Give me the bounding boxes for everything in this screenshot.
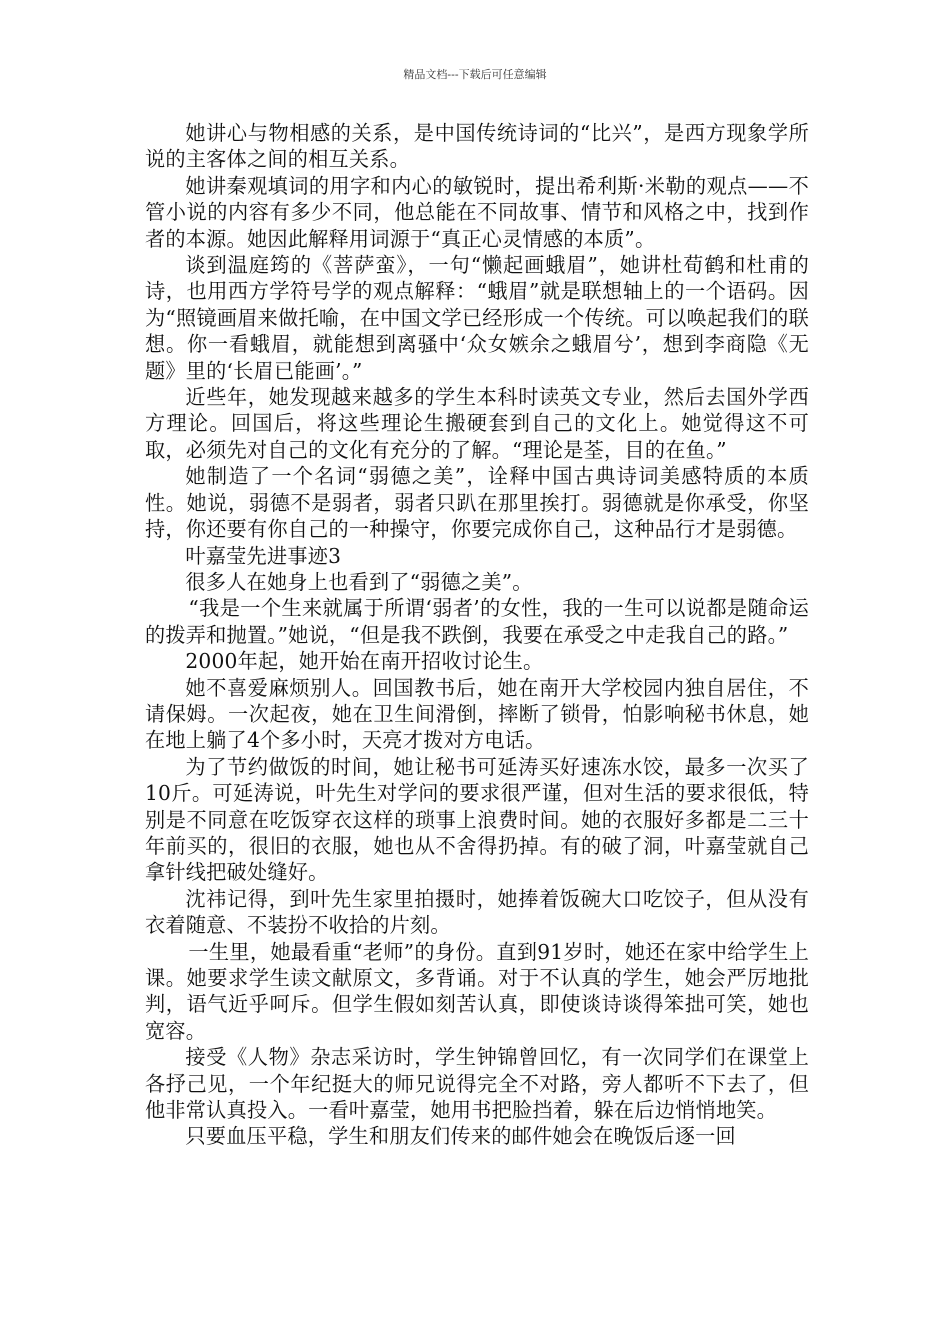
paragraph: 她讲秦观填词的用字和内心的敏锐时，提出希利斯·米勒的观点——不管小说的内容有多少不同，他总能在不同故事、情节和风格之中，找到作者的本源。她因此解释用词源于“真正心灵情感的本质”。 bbox=[145, 173, 809, 251]
paragraph: 只要血压平稳，学生和朋友们传来的邮件她会在晚饭后逐一回 bbox=[185, 1124, 736, 1149]
paragraph: 为了节约做饭的时间，她让秘书可延涛买好速冻水饺，最多一次买了10斤。可延涛说，叶先生对学问的要求很严谨，但对生活的要求很低，特别是不同意在吃饭穿衣这样的琐事上浪费时间。她的衣服好多都是二三十年前买的，很旧的衣服，她也从不舍得扔掉。有的破了洞，叶嘉莹就自己拿针线把破处缝好。 bbox=[145, 754, 809, 885]
paragraph: 接受《人物》杂志采访时，学生钟锦曾回忆，有一次同学们在课堂上各抒己见，一个年纪挺大的师兄说得完全不对路，旁人都听不下去了，但他非常认真投入。一看叶嘉莹，她用书把脸挡着，躲在后边悄悄地笑。 bbox=[145, 1045, 809, 1123]
page-header: 精品文档---下载后可任意编辑 bbox=[403, 68, 547, 81]
section-heading: 叶嘉莹先进事迹3 bbox=[185, 543, 342, 568]
paragraph: “我是一个生来就属于所谓‘弱者’的女性，我的一生可以说都是随命运的拨弄和抛置。”她说，“但是我不跌倒，我要在承受之中走我自己的路。” bbox=[145, 596, 809, 647]
paragraph: 她不喜爱麻烦别人。回国教书后，她在南开大学校园内独自居住，不请保姆。一次起夜，她在卫生间滑倒，摔断了锁骨，怕影响秘书休息，她在地上躺了4个多小时，天亮才拨对方电话。 bbox=[145, 675, 809, 753]
paragraph: 谈到温庭筠的《菩萨蛮》，一句“懒起画蛾眉”，她讲杜荀鹤和杜甫的诗，也用西方学符号学的观点解释：“蛾眉”就是联想轴上的一个语码。因为“照镜画眉来做托喻，在中国文学已经形成一个传统。可以唤起我们的联想。你一看蛾眉，就能想到离骚中‘众女嫉余之蛾眉兮’，想到李商隐《无题》里的‘长眉已能画’。” bbox=[145, 253, 809, 383]
paragraph: 她制造了一个名词“弱德之美”，诠释中国古典诗词美感特质的本质性。她说，弱德不是弱者，弱者只趴在那里挨打。弱德就是你承受，你坚持，你还要有你自己的一种操守，你要完成你自己，这种品行才是弱德。 bbox=[145, 464, 809, 542]
document-body bbox=[145, 120, 809, 1150]
paragraph: 沈祎记得，到叶先生家里拍摄时，她捧着饭碗大口吃饺子，但从没有衣着随意、不装扮不收拾的片刻。 bbox=[145, 886, 809, 938]
paragraph: 近些年，她发现越来越多的学生本科时读英文专业，然后去国外学西方理论。回国后，将这些理论生搬硬套到自己的文化上。她觉得这不可取，必须先对自己的文化有充分的了解。“理论是荃，目的在鱼。” bbox=[145, 385, 809, 462]
paragraph: 一生里，她最看重“老师”的身份。直到91岁时，她还在家中给学生上课。她要求学生读文献原文，多背诵。对于不认真的学生，她会严厉地批判，语气近乎呵斥。但学生假如刻苦认真，即使谈诗谈得笨拙可笑，她也宽容。 bbox=[145, 939, 809, 1043]
paragraph: 很多人在她身上也看到了“弱德之美”。 bbox=[185, 569, 533, 594]
paragraph: 2000年起，她开始在南开招收讨论生。 bbox=[185, 649, 544, 674]
paragraph: 她讲心与物相感的关系，是中国传统诗词的“比兴”，是西方现象学所说的主客体之间的相互关系。 bbox=[145, 121, 809, 172]
